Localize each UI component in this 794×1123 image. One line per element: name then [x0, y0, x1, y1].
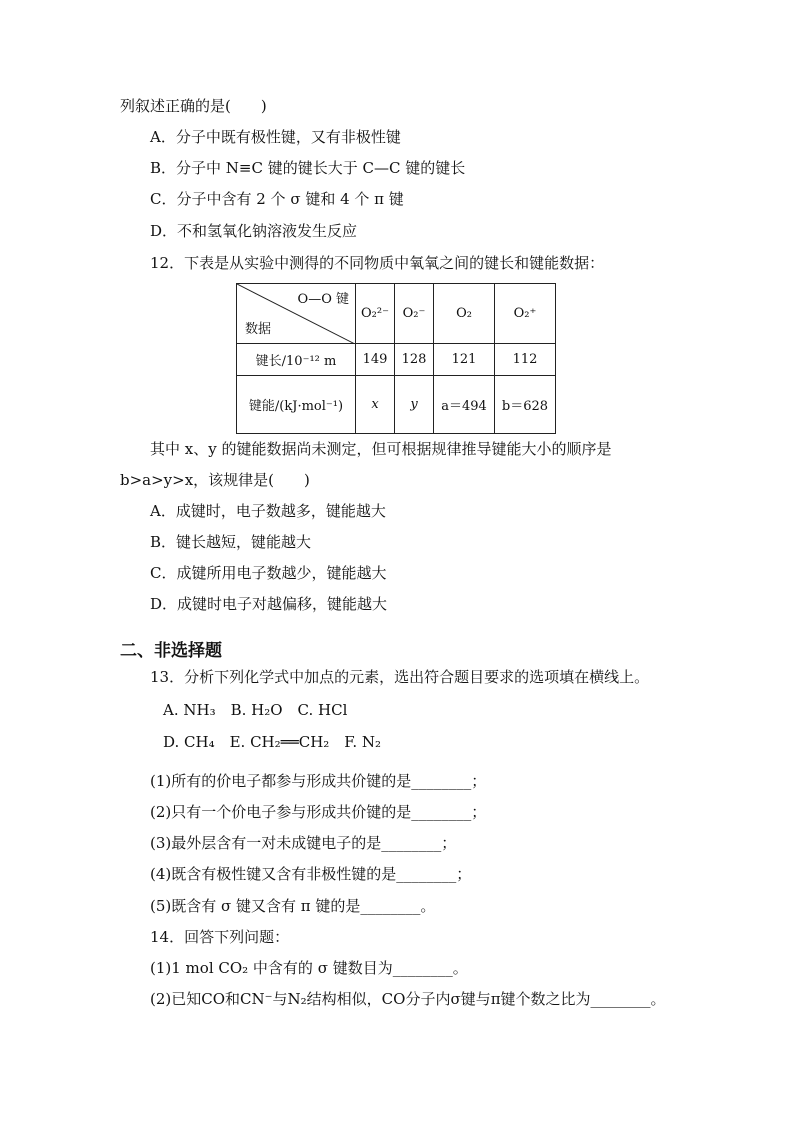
corner-top-label: O—O 键: [297, 292, 349, 307]
corner-bottom-label: 数据: [245, 322, 272, 337]
q12-option-a: A．成键时，电子数越多，键能越大: [150, 502, 386, 520]
table-cell: 128: [395, 344, 434, 376]
q11-option-b: B．分子中 N≡C 键的键长大于 C—C 键的键长: [150, 159, 466, 177]
q13-part-2: (2)只有一个价电子参与形成共价键的是________；: [150, 803, 487, 821]
table-cell: a＝494: [434, 376, 495, 434]
section-heading: 二、非选择题: [120, 641, 222, 661]
column-header-o2: O₂: [434, 284, 495, 344]
table-cell: 112: [495, 344, 556, 376]
table-cell: 149: [356, 344, 395, 376]
q13-choices-row1: A. NH₃ B. H₂O C. HCl: [163, 701, 348, 719]
table-cell: b＝628: [495, 376, 556, 434]
q14-stem: 14．回答下列问题：: [150, 928, 290, 946]
q12-stem: 12．下表是从实验中测得的不同物质中氧氧之间的键长和键能数据：: [150, 254, 605, 272]
row-label-bond-energy: 键能/(kJ·mol⁻¹): [237, 376, 356, 434]
q13-part-3: (3)最外层含有一对未成键电子的是________；: [150, 834, 457, 852]
table-cell: y: [395, 376, 434, 434]
column-header-o2-cation: O₂⁺: [495, 284, 556, 344]
q12-option-d: D．成键时电子对越偏移，键能越大: [150, 595, 388, 613]
q13-stem: 13．分析下列化学式中加点的元素，选出符合题目要求的选项填在横线上。: [150, 668, 650, 686]
q13-part-4: (4)既含有极性键又含有非极性键的是________；: [150, 865, 472, 883]
q13-part-5: (5)既含有 σ 键又含有 π 键的是________。: [150, 897, 436, 915]
bond-data-table: [236, 283, 556, 434]
q12-paragraph-line1: 其中 x、y 的键能数据尚未测定，但可根据规律推导键能大小的顺序是: [150, 440, 612, 458]
q11-stem-tail: 列叙述正确的是( ): [120, 97, 267, 115]
row-label-bond-length: 键长/10⁻¹² m: [237, 344, 356, 376]
q11-option-c: C．分子中含有 2 个 σ 键和 4 个 π 键: [150, 190, 404, 208]
q14-part-1: (1)1 mol CO₂ 中含有的 σ 键数目为________。: [150, 959, 468, 977]
q11-option-a: A．分子中既有极性键，又有非极性键: [150, 128, 401, 146]
q14-part-2: (2)已知CO和CN⁻与N₂结构相似，CO分子内σ键与π键个数之比为________。: [150, 990, 666, 1008]
table-corner-cell: [237, 284, 356, 344]
table-cell: 121: [434, 344, 495, 376]
q12-option-c: C．成键所用电子数越少，键能越大: [150, 564, 387, 582]
q13-choices-row2: D. CH₄ E. CH₂══CH₂ F. N₂: [163, 733, 382, 751]
table-cell: x: [356, 376, 395, 434]
q11-option-d: D．不和氢氧化钠溶液发生反应: [150, 222, 358, 240]
column-header-superoxide: O₂⁻: [395, 284, 434, 344]
q13-part-1: (1)所有的价电子都参与形成共价键的是________；: [150, 772, 487, 790]
column-header-peroxide: O₂²⁻: [356, 284, 395, 344]
q12-option-b: B．键长越短，键能越大: [150, 533, 312, 551]
q12-paragraph-line2: b>a>y>x，该规律是( ): [120, 471, 310, 489]
